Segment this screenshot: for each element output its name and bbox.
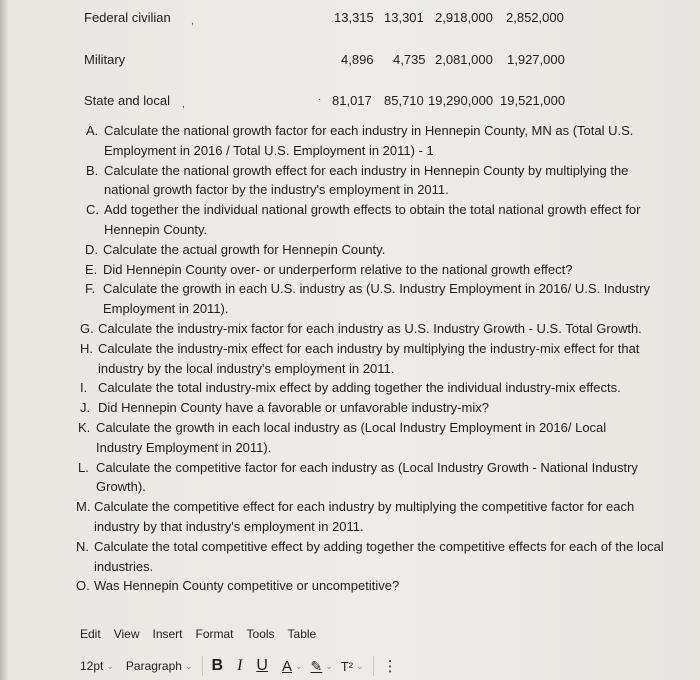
- list-item: [76, 537, 674, 577]
- menu-edit[interactable]: Edit: [80, 627, 101, 641]
- table-cell: 13,301: [384, 10, 424, 25]
- font-size-select[interactable]: [80, 659, 114, 673]
- table-cell: 1,927,000: [507, 52, 565, 67]
- question-list: [76, 121, 676, 596]
- toolbar-divider: [202, 656, 203, 676]
- menu-format[interactable]: Format: [195, 627, 234, 641]
- list-item: [85, 260, 665, 280]
- list-item: [86, 121, 664, 161]
- table-row: [84, 10, 584, 28]
- row-label: State and local: [84, 93, 171, 108]
- menu-insert[interactable]: Insert: [152, 627, 183, 641]
- more-vertical-icon: ⋮: [382, 658, 398, 675]
- list-item: [78, 418, 644, 458]
- table-cell: 2,081,000: [435, 52, 493, 67]
- question-text: Calculate the actual growth for Hennepin County.: [103, 241, 386, 257]
- question-text: Calculate the total competitive effect by adding together the competitive effects for each of the local industries.: [94, 538, 664, 574]
- question-text: Calculate the industry-mix effect for each industry by multiplying the industry-mix effect for that industry by the local industry's employment in 2011.: [98, 340, 640, 376]
- stray-mark: ,: [191, 16, 194, 27]
- stray-mark: ·: [318, 94, 322, 105]
- more-options-button[interactable]: [383, 657, 398, 675]
- table-cell: 2,852,000: [506, 10, 564, 25]
- question-text: Calculate the national growth effect for each industry in Hennepin County by multiplying the national growth factor by the industry's employment in 2011.: [104, 162, 629, 198]
- question-text: Calculate the industry-mix factor for each industry as U.S. Industry Growth - U.S. Total Growth.: [98, 320, 642, 336]
- text-color-button[interactable]: [282, 658, 303, 675]
- list-item: [80, 398, 658, 418]
- list-item: [85, 279, 669, 319]
- block-format-value: Paragraph: [125, 659, 182, 673]
- question-text: Calculate the competitive effect for each industry by multiplying the competitive factor for each industry by that industry's employment in 2011.: [94, 499, 635, 534]
- question-text: Calculate the total industry-mix effect by adding together the individual industry-mix effects.: [98, 380, 621, 396]
- chevron-down-icon: ⌄: [184, 660, 193, 671]
- list-marker: C.: [86, 202, 99, 218]
- stray-mark: ,: [182, 99, 185, 110]
- list-item: [80, 339, 650, 379]
- table-cell: 85,710: [384, 93, 424, 108]
- list-marker: I.: [80, 380, 88, 396]
- question-text: Calculate the national growth factor for each industry in Hennepin County, MN as (Total U.S. Employment in 2016 / Total U.S. Employment in 2011) - 1: [104, 123, 634, 158]
- table-cell: 4,896: [341, 52, 374, 67]
- block-format-select[interactable]: [126, 659, 193, 673]
- list-marker: K.: [78, 419, 91, 435]
- font-size-value: 12pt: [80, 659, 104, 673]
- list-marker: F.: [85, 281, 96, 297]
- chevron-down-icon: ⌄: [356, 660, 364, 671]
- question-text: Was Hennepin County competitive or uncompetitive?: [94, 578, 400, 594]
- table-cell: 81,017: [332, 93, 372, 108]
- list-marker: O.: [76, 578, 90, 594]
- list-marker: A.: [86, 123, 99, 138]
- list-item: [86, 200, 666, 240]
- editor-menubar: [80, 627, 329, 645]
- list-item: [86, 161, 656, 201]
- editor-toolbar: [80, 655, 398, 677]
- list-marker: J.: [80, 400, 91, 416]
- list-item: [80, 319, 678, 339]
- list-marker: D.: [85, 241, 98, 257]
- menu-view[interactable]: View: [113, 627, 140, 641]
- list-item: [78, 458, 678, 498]
- list-marker: H.: [80, 340, 93, 356]
- toolbar-divider: [373, 656, 374, 676]
- table-cell: 13,315: [334, 10, 374, 25]
- chevron-down-icon: ⌄: [325, 660, 333, 671]
- chevron-down-icon: ⌄: [294, 660, 303, 671]
- question-text: Calculate the growth in each local industry as (Local Industry Employment in 2016/ Local Industry Employment in 2011).: [96, 419, 607, 455]
- list-marker: N.: [76, 538, 89, 554]
- question-text: Did Hennepin County over- or underperform relative to the national growth effect?: [103, 261, 573, 277]
- list-marker: L.: [78, 459, 89, 475]
- highlight-button[interactable]: [311, 658, 333, 675]
- list-item: [85, 240, 665, 260]
- table-cell: 19,521,000: [500, 93, 566, 108]
- list-marker: G.: [80, 320, 94, 336]
- highlight-icon: ✎: [310, 657, 323, 674]
- question-text: Calculate the growth in each U.S. industry as (U.S. Industry Employment in 2016/ U.S. Industry Employment in 2011).: [103, 281, 650, 317]
- row-label: Military: [84, 52, 126, 67]
- question-text: Calculate the competitive factor for each industry as (Local Industry Growth - National Industry Growth).: [96, 459, 638, 495]
- bold-button[interactable]: B: [211, 657, 224, 674]
- table-cell: 19,290,000: [428, 93, 494, 108]
- superscript-button[interactable]: [341, 659, 364, 674]
- table-row: [84, 52, 584, 70]
- list-marker: B.: [86, 162, 99, 178]
- italic-button[interactable]: I: [237, 657, 243, 674]
- list-item: [80, 378, 658, 398]
- superscript-icon: T²: [340, 658, 354, 674]
- table-row: [84, 93, 584, 111]
- underline-button[interactable]: U: [256, 657, 268, 674]
- page-edge-shadow: [0, 0, 8, 680]
- menu-table[interactable]: Table: [287, 627, 317, 641]
- table-cell: 2,918,000: [435, 10, 493, 25]
- list-marker: E.: [85, 261, 98, 277]
- question-text: Add together the individual national growth effects to obtain the total national growth effect for Hennepin County.: [104, 202, 641, 237]
- list-marker: M.: [76, 499, 91, 515]
- text-color-icon: A: [281, 657, 292, 675]
- menu-tools[interactable]: Tools: [246, 627, 275, 641]
- list-item: [76, 497, 654, 537]
- table-cell: 4,735: [393, 52, 426, 67]
- chevron-down-icon: ⌄: [106, 660, 114, 671]
- question-text: Did Hennepin County have a favorable or unfavorable industry-mix?: [98, 400, 489, 416]
- row-label: Federal civilian: [84, 10, 171, 25]
- list-item: [76, 576, 654, 596]
